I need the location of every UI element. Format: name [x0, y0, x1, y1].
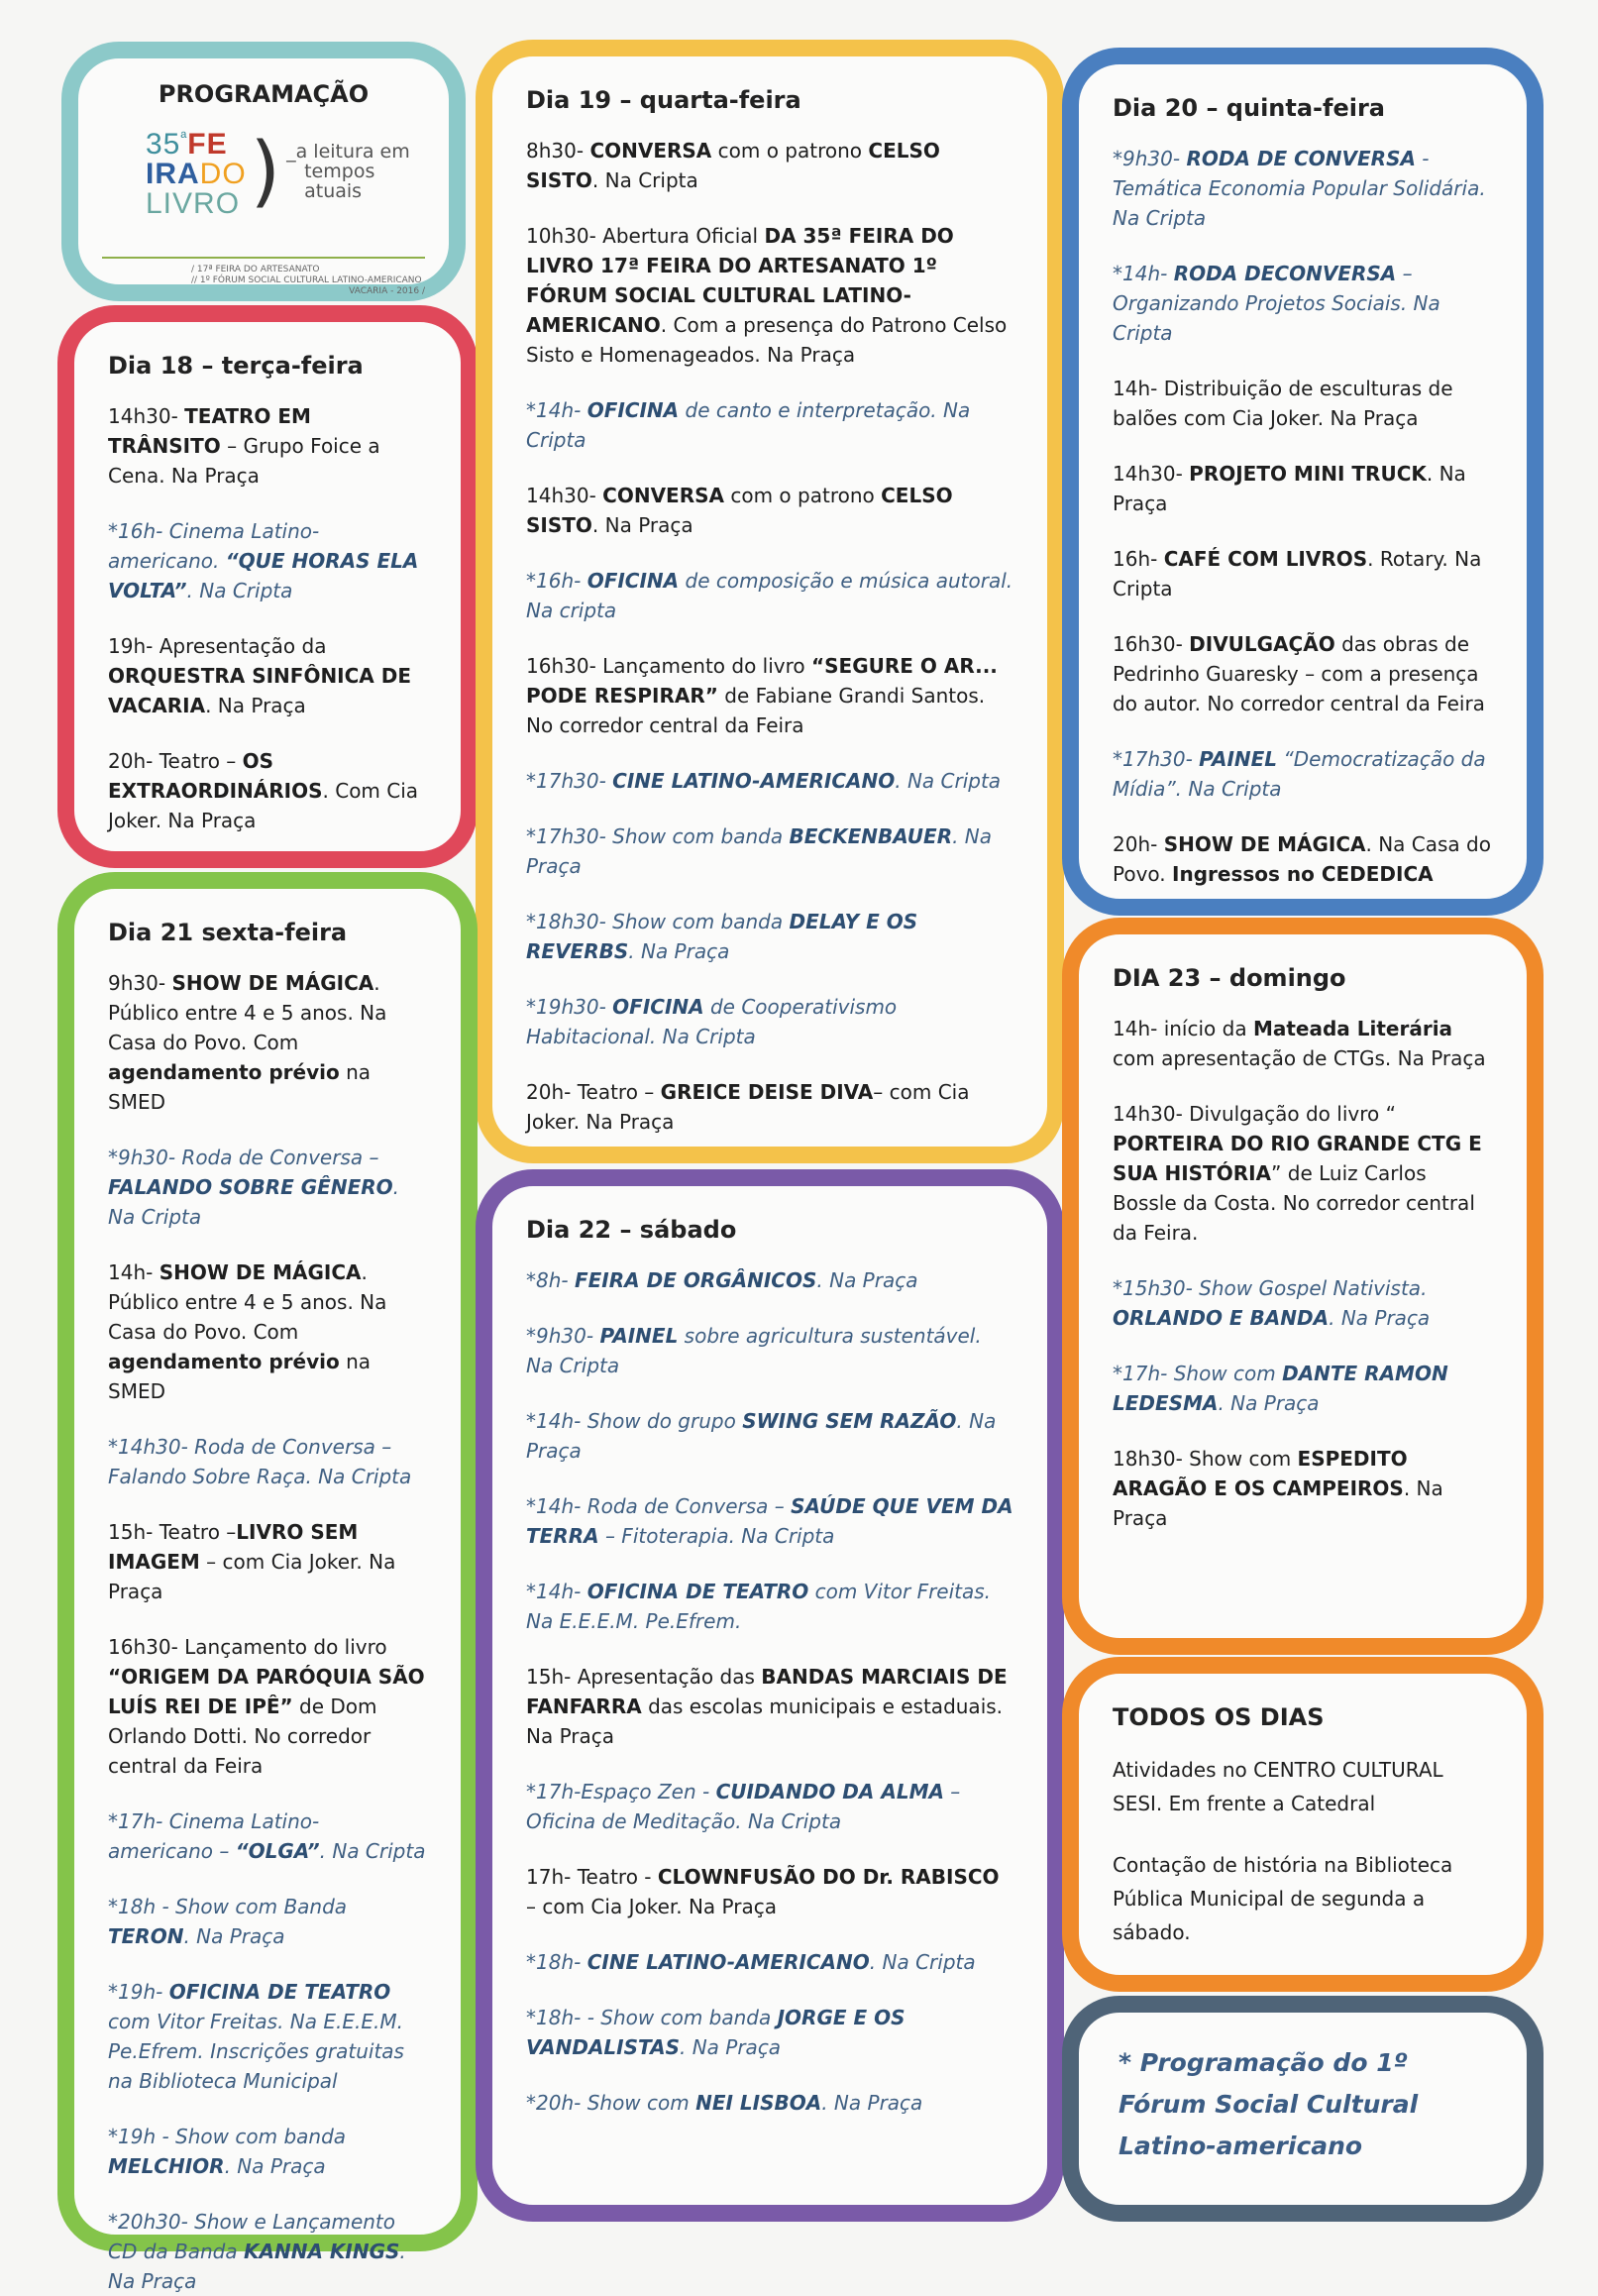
event-entry: 15h- Teatro –LIVRO SEM IMAGEM – com Cia Joker. Na Praça — [108, 1520, 396, 1603]
day19-title: Dia 19 – quarta-feira — [526, 86, 801, 114]
day19-card — [476, 40, 1064, 1163]
event-entry: *15h30- Show Gospel Nativista. ORLANDO E BANDA. Na Praça — [1113, 1276, 1431, 1330]
logo-paren: ) — [250, 127, 281, 216]
event-entry: 8h30- CONVERSA com o patrono CELSO SISTO. Na Cripta — [526, 139, 940, 192]
event-entry: *9h30- RODA DE CONVERSA - Temática Economia Popular Solidária. Na Cripta — [1113, 147, 1486, 230]
footnote-text: * Programação do 1º Fórum Social Cultural Latino-americano — [1119, 2048, 1419, 2160]
event-entry: 16h- CAFÉ COM LIVROS. Rotary. Na Cripta — [1113, 547, 1482, 601]
event-entry: *9h30- PAINEL sobre agricultura sustentável. Na Cripta — [526, 1324, 982, 1377]
event-entry: *14h- OFICINA de canto e interpretação. Na Cripta — [526, 398, 971, 452]
event-entry: 19h- Apresentação da ORQUESTRA SINFÔNICA DE VACARIA. Na Praça — [108, 634, 412, 717]
day22-title: Dia 22 – sábado — [526, 1216, 737, 1244]
event-entry: *18h- - Show com banda JORGE E OS VANDALISTAS. Na Praça — [526, 2006, 906, 2059]
event-entry: *17h- Show com DANTE RAMON LEDESMA. Na Praça — [1113, 1362, 1448, 1415]
event-entry: 14h30- PROJETO MINI TRUCK. Na Praça — [1113, 462, 1466, 515]
event-entry: *17h30- PAINEL “Democratização da Mídia”. Na Cripta — [1113, 747, 1486, 801]
event-entry: *19h - Show com banda MELCHIOR. Na Praça — [108, 2125, 347, 2178]
event-entry: *16h- Cinema Latino-americano. “QUE HORAS ELA VOLTA”. Na Cripta — [108, 519, 419, 602]
event-entry: 9h30- SHOW DE MÁGICA. Público entre 4 e 5 anos. Na Casa do Povo. Com agendamento prévio na SMED — [108, 971, 387, 1114]
event-entry: *17h- Cinema Latino- americano – “OLGA”. Na Cripta — [108, 1809, 426, 1863]
event-entry: 14h30- Divulgação do livro “ PORTEIRA DO RIO GRANDE CTG E SUA HISTÓRIA” de Luiz Carlos Bossle da Costa. No corredor central da Feira. — [1113, 1102, 1482, 1245]
everyday-sesi: Atividades no CENTRO CULTURAL SESI. Em frente a Catedral — [1113, 1758, 1443, 1815]
event-entry: 20h- Teatro – OS EXTRAORDINÁRIOS. Com Cia Joker. Na Praça — [108, 749, 419, 832]
event-entry: 18h30- Show com ESPEDITO ARAGÃO E OS CAMPEIROS. Na Praça — [1113, 1447, 1443, 1530]
day23-title: DIA 23 – domingo — [1113, 964, 1346, 992]
event-entry: 20h- Teatro – GREICE DEISE DIVA– com Cia Joker. Na Praça — [526, 1080, 970, 1134]
day20-title: Dia 20 – quinta-feira — [1113, 94, 1385, 122]
everyday-card — [1062, 1657, 1544, 1992]
program-title: PROGRAMAÇÃO — [158, 80, 370, 108]
event-entry: *18h- CINE LATINO-AMERICANO. Na Cripta — [526, 1950, 976, 1974]
day18-card — [57, 305, 478, 868]
event-entry: *18h30- Show com banda DELAY E OS REVERBS. Na Praça — [526, 910, 918, 963]
event-entry: *9h30- Roda de Conversa – FALANDO SOBRE GÊNERO. Na Cripta — [108, 1146, 400, 1229]
event-entry: *14h- RODA DECONVERSA – Organizando Projetos Sociais. Na Cripta — [1113, 262, 1440, 345]
event-entry: *17h30- CINE LATINO-AMERICANO. Na Cripta — [526, 769, 1002, 793]
event-entry: 20h- SHOW DE MÁGICA. Na Casa do Povo. Ingressos no CEDEDICA — [1113, 832, 1491, 886]
event-entry: *14h- Roda de Conversa – SAÚDE QUE VEM DA TERRA – Fitoterapia. Na Cripta — [526, 1494, 1013, 1548]
event-entry: *17h-Espaço Zen - CUIDANDO DA ALMA – Oficina de Meditação. Na Cripta — [526, 1780, 961, 1833]
event-entry: *14h30- Roda de Conversa – Falando Sobre Raça. Na Cripta — [108, 1435, 412, 1488]
logo-card — [61, 42, 466, 301]
day18-title: Dia 18 – terça-feira — [108, 352, 364, 380]
footnote-card — [1062, 1996, 1544, 2222]
event-entry: *14h- OFICINA DE TEATRO com Vitor Freitas. Na E.E.E.M. Pe.Efrem. — [526, 1580, 992, 1633]
event-entry: *20h30- Show e Lançamento CD da Banda KANNA KINGS. Na Praça — [108, 2210, 406, 2293]
logo-tagline: _a leitura em tempos atuais — [286, 141, 410, 202]
fair-logo — [102, 124, 425, 219]
event-entry: 16h30- Lançamento do livro “SEGURE O AR... PODE RESPIRAR” de Fabiane Grandi Santos. No corredor central da Feira — [526, 654, 998, 737]
fair-logo-mark: $35^ªFE$ IRADO LIVRO — [146, 128, 247, 220]
everyday-storytelling: Contação de história na Biblioteca Pública Municipal de segunda a sábado. — [1113, 1853, 1453, 1944]
day21-card — [57, 872, 478, 2293]
logo-footer: / 17ª FEIRA DO ARTESANATO // 1º FÓRUM SOCIAL CULTURAL LATINO-AMERICANO VACARIA - 2016 / — [191, 265, 425, 296]
event-entry: 14h30- TEATRO EM TRÂNSITO – Grupo Foice a Cena. Na Praça — [108, 404, 380, 488]
everyday-title: TODOS OS DIAS — [1113, 1703, 1325, 1731]
event-entry: 14h30- CONVERSA com o patrono CELSO SISTO. Na Praça — [526, 484, 953, 537]
day22-card — [476, 1169, 1064, 2222]
day20-card — [1062, 48, 1544, 916]
day21-title: Dia 21 sexta-feira — [108, 919, 348, 946]
logo-divider — [102, 257, 425, 259]
event-entry: *19h30- OFICINA de Cooperativismo Habitacional. Na Cripta — [526, 995, 898, 1048]
event-entry: 14h- SHOW DE MÁGICA. Público entre 4 e 5 anos. Na Casa do Povo. Com agendamento prévio na SMED — [108, 1260, 387, 1403]
event-entry: *8h- FEIRA DE ORGÂNICOS. Na Praça — [526, 1268, 918, 1292]
event-entry: 17h- Teatro - CLOWNFUSÃO DO Dr. RABISCO – com Cia Joker. Na Praça — [526, 1865, 1000, 1918]
event-entry: *14h- Show do grupo SWING SEM RAZÃO. Na Praça — [526, 1409, 997, 1463]
event-entry: *17h30- Show com banda BECKENBAUER. Na Praça — [526, 824, 993, 878]
event-entry: 15h- Apresentação das BANDAS MARCIAIS DE FANFARRA das escolas municipais e estaduais. Na Praça — [526, 1665, 1008, 1748]
event-entry: *19h- OFICINA DE TEATRO com Vitor Freitas. Na E.E.E.M. Pe.Efrem. Inscrições gratuitas na Biblioteca Municipal — [108, 1980, 404, 2093]
event-entry: *18h - Show com Banda TERON. Na Praça — [108, 1895, 348, 1948]
event-entry: 10h30- Abertura Oficial DA 35ª FEIRA DO LIVRO 17ª FEIRA DO ARTESANATO 1º FÓRUM SOCIAL CULTURAL LATINO-AMERICANO. Com a presença do Patrono Celso Sisto e Homenageados. Na Praça — [526, 224, 1008, 367]
event-entry: *16h- OFICINA de composição e música autoral. Na cripta — [526, 569, 1013, 622]
event-entry: *20h- Show com NEI LISBOA. Na Praça — [526, 2091, 923, 2115]
event-entry: 14h- início da Mateada Literária com apresentação de CTGs. Na Praça — [1113, 1017, 1486, 1070]
event-entry: 16h30- DIVULGAÇÃO das obras de Pedrinho Guaresky – com a presença do autor. No corredor central da Feira — [1113, 632, 1485, 715]
day23-card — [1062, 918, 1544, 1655]
event-entry: 14h- Distribuição de esculturas de balões com Cia Joker. Na Praça — [1113, 377, 1453, 430]
event-entry: 16h30- Lançamento do livro “ORIGEM DA PARÓQUIA SÃO LUÍS REI DE IPÊ” de Dom Orlando Dotti. No corredor central da Feira — [108, 1635, 425, 1778]
